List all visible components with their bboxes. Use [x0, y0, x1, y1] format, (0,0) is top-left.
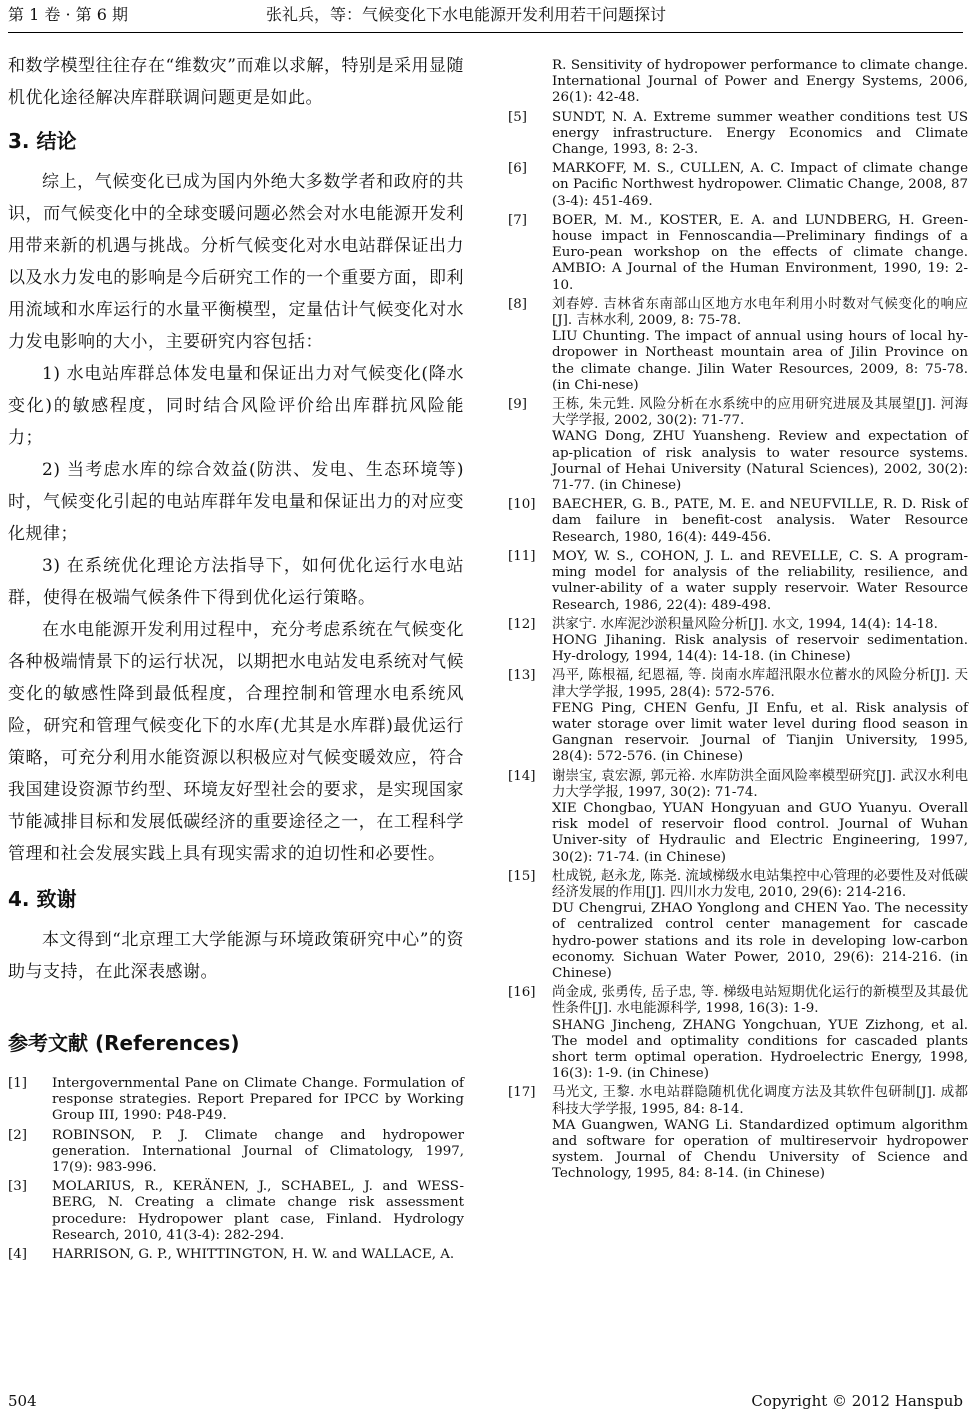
reference-text — [552, 769, 968, 866]
reference-item — [8, 1247, 464, 1263]
running-title: 张礼兵，等：气候变化下水电能源开发利用若干问题探讨 — [266, 5, 667, 24]
reference-list-right — [508, 110, 968, 1183]
reference-item — [508, 769, 968, 866]
reference-line: MOY, W. S., COHON, J. L. and REVELLE, C. S. A program-ming model for analysis of the reliability, resilience, and vulner-ability of a water supply reservoir. Water Resource Research, 1986, 22(4): 489-498. — [552, 548, 968, 613]
reference-number: [1] — [8, 1076, 27, 1091]
conclusion-paragraph-2: 在水电能源开发利用过程中，充分考虑系统在气候变化各种极端情景下的运行状况，以期把水电站发电系统对气候变化的敏感性降到最低程度，合理控制和管理水电系统风险，研究和管理气候变化下的水库(尤其是水库群)最优运行策略，可充分利用水能资源以积极应对气候变暖效应，符合我国建设资源节约型、环境友好型社会的要求，是实现国家节能减排目标和发展低碳经济的重要途径之一，在工程科学管理和社会发展实践上具有现实需求的迫切性和必要性。 — [8, 620, 464, 864]
reference-text — [552, 110, 968, 159]
reference-number: [2] — [8, 1127, 27, 1143]
reference-number: [5] — [508, 109, 527, 125]
reference-item — [508, 869, 968, 982]
reference-4-continued: R. Sensitivity of hydropower performance to climate change. International Journal of Power and Energy Systems, 2006, 26(1): 42-48. — [552, 58, 968, 106]
reference-text: HARRISON, G. P., WHITTINGTON, H. W. and WALLACE, A. — [52, 1247, 455, 1263]
reference-text — [552, 297, 968, 394]
reference-line: SUNDT, N. A. Extreme summer weather conditions test US energy infrastructure. Energy Economics and Climate Change, 1993, 8: 2-3. — [552, 109, 968, 158]
reference-text — [552, 497, 968, 546]
reference-line: SHANG Jincheng, ZHANG Yongchuan, YUE Zizhong, et al. The model and optimality conditions for cascaded plants short term optimal operation. Hydroelectric Energy, 1998, 16(3): 1-9. (in Chinese) — [552, 1017, 968, 1082]
copyright-notice: Copyright © 2012 Hanspub — [751, 1392, 963, 1410]
reference-number: [13] — [508, 668, 536, 684]
reference-line: 谢崇宝, 袁宏源, 郭元裕. 水库防洪全面风险率模型研究[J]. 武汉水利电力大学学报, 1997, 30(2): 71-74. — [552, 768, 968, 800]
reference-line: 王栋, 朱元甡. 风险分析在水系统中的应用研究进展及其展望[J]. 河海大学学报, 2002, 30(2): 71-77. — [552, 397, 968, 429]
reference-line: MA Guangwen, WANG Li. Standardized optimum algorithm and software for operation of multireservoir hydropower system. Journal of Chendu University of Science and Technology, 1995, 84: 8-14. (in Chinese) — [552, 1117, 968, 1182]
reference-number: [16] — [508, 985, 536, 1001]
acknowledgement-paragraph: 本文得到“北京理工大学能源与环境政策研究中心”的资助与支持，在此深表感谢。 — [8, 930, 464, 982]
reference-line: 冯平, 陈根福, 纪恩福, 等. 岗南水库超汛限水位蓄水的风险分析[J]. 天津大学学报, 1995, 28(4): 572-576. — [552, 668, 968, 700]
reference-item — [508, 297, 968, 394]
reference-line: BAECHER, G. B., PATE, M. E. and NEUFVILLE, R. D. Risk of dam failure in benefit-cost analysis. Water Resource Research, 1980, 16(4): 449-456. — [552, 497, 968, 545]
reference-line: 刘春婷. 吉林省东南部山区地方水电年利用小时数对气候变化的响应[J]. 吉林水利, 2009, 8: 75-78. — [552, 296, 968, 329]
reference-line: MARKOFF, M. S., CULLEN, A. C. Impact of climate change on Pacific Northwest hydropower. Climatic Change, 2008, 87 (3-4): 451-469. — [552, 161, 968, 209]
reference-number: [11] — [508, 548, 536, 564]
reference-item — [508, 985, 968, 1082]
reference-item — [8, 1076, 464, 1125]
intro-paragraph: 和数学模型往往存在“维数灾”而难以求解，特别是采用显随机优化途径解决库群联调问题更是如此。 — [8, 56, 464, 108]
reference-number: [8] — [508, 296, 527, 312]
reference-text — [552, 213, 968, 294]
reference-number: [7] — [508, 212, 527, 228]
section-3-title: 3. 结论 — [8, 129, 77, 153]
running-header — [8, 4, 963, 30]
reference-number: [3] — [8, 1179, 27, 1195]
reference-line: 马光文, 王黎. 水电站群隐随机优化调度方法及其软件包研制[J]. 成都科技大学学报, 1995, 84: 8-14. — [552, 1085, 968, 1117]
reference-item — [8, 1179, 464, 1244]
reference-text: Intergovernmental Pane on Climate Change. Formulation of response strategies. Report Prepared for IPCC by Working Group III, 1990: P48-P49. — [52, 1076, 464, 1124]
reference-item — [508, 1085, 968, 1182]
reference-item — [508, 213, 968, 294]
reference-item — [8, 1128, 464, 1177]
conclusion-item-2: 2) 当考虑水库的综合效益(防洪、发电、生态环境等)时，气候变化引起的电站库群年发电量和保证出力的对应变化规律； — [8, 460, 464, 544]
reference-text — [552, 668, 968, 765]
header-rule — [8, 32, 963, 33]
reference-number: [14] — [508, 768, 536, 784]
reference-item — [508, 497, 968, 546]
page-number: 504 — [8, 1392, 37, 1410]
reference-item — [508, 397, 968, 494]
reference-line: XIE Chongbao, YUAN Hongyuan and GUO Yuanyu. Overall risk model of reservoir flood control. Journal of Wuhan Univer-sity of Hydraulic and Electric Engineering, 1997, 30(2): 71-74. (in Chinese) — [552, 800, 968, 865]
reference-text — [552, 985, 968, 1082]
reference-line: 尚金成, 张勇传, 岳子忠, 等. 梯级电站短期优化运行的新模型及其最优性条件[J]. 水电能源科学, 1998, 16(3): 1-9. — [552, 985, 968, 1017]
references-title: 参考文献 (References) — [8, 1031, 240, 1055]
reference-number: [9] — [508, 397, 527, 413]
reference-item — [508, 617, 968, 666]
reference-text — [552, 617, 968, 666]
reference-line: FENG Ping, CHEN Genfu, JI Enfu, et al. Risk analysis of water storage over limit water level during flood season in Gangnan reservoir. Journal of Tianjin University, 1995, 28(4): 572-576. (in Chinese) — [552, 700, 968, 765]
reference-text — [552, 549, 968, 614]
reference-item — [508, 549, 968, 614]
reference-list-left — [8, 1076, 464, 1263]
conclusion-paragraph-1: 综上，气候变化已成为国内外绝大多数学者和政府的共识，而气候变化中的全球变暖问题必然会对水电能源开发利用带来新的机遇与挑战。分析气候变化对水电站群保证出力以及水力发电的影响是今后研究工作的一个重要方面，即利用流域和水库运行的水量平衡模型，定量估计气候变化对水力发电影响的大小，主要研究内容包括： — [8, 172, 464, 352]
reference-number: [10] — [508, 497, 536, 513]
reference-number: [12] — [508, 616, 536, 632]
reference-text — [552, 161, 968, 210]
reference-text — [552, 869, 968, 982]
reference-number: [17] — [508, 1085, 536, 1101]
right-column — [508, 58, 968, 1186]
reference-text: ROBINSON, P. J. Climate change and hydropower generation. International Journal of Climatology, 1997, 17(9): 983-996. — [52, 1127, 464, 1176]
left-column — [8, 50, 464, 1266]
section-4-title: 4. 致谢 — [8, 887, 77, 911]
reference-text — [552, 1085, 968, 1182]
reference-item — [508, 110, 968, 159]
reference-number: [6] — [508, 161, 527, 177]
reference-line: 洪家宁. 水库泥沙淤积量风险分析[J]. 水文, 1994, 14(4): 14-18. — [552, 616, 938, 632]
reference-line: BOER, M. M., KOSTER, E. A. and LUNDBERG, H. Green-house impact in Fennoscandia—Preliminary findings of a Euro-pean workshop on the effects of climate change. AMBIO: A Journal of the Human Environment, 1990, 19: 2-10. — [552, 212, 968, 293]
reference-line: DU Chengrui, ZHAO Yonglong and CHEN Yao. The necessity of centralized control center management for cascade hydro-power stations and its role in developing low-carbon economy. Sichuan Water Power, 2010, 29(6): 214-216. (in Chinese) — [552, 901, 968, 981]
reference-line: 杜成锐, 赵永龙, 陈尧. 流域梯级水电站集控中心管理的必要性及对低碳经济发展的作用[J]. 四川水力发电, 2010, 29(6): 214-216. — [552, 868, 968, 900]
reference-item — [508, 161, 968, 210]
reference-text: MOLARIUS, R., KERÄNEN, J., SCHABEL, J. and WESS-BERG, N. Creating a climate change risk assessment procedure: Hydropower plant case, Finland. Hydrology Research, 2010, 41(3-4): 282-294. — [52, 1179, 464, 1243]
conclusion-item-3: 3) 在系统优化理论方法指导下，如何优化运行水电站群，使得在极端气候条件下得到优化运行策略。 — [8, 556, 464, 608]
conclusion-item-1: 1) 水电站库群总体发电量和保证出力对气候变化(降水变化)的敏感程度，同时结合风险评价给出库群抗风险能力； — [8, 364, 464, 448]
reference-line: WANG Dong, ZHU Yuansheng. Review and expectation of ap-plication of risk analysis to water resource systems. Journal of Hehai University (Natural Sciences), 2002, 30(2): 71-77. (in Chinese) — [552, 429, 968, 494]
volume-issue: 第 1 卷 · 第 6 期 — [8, 5, 128, 24]
reference-line: LIU Chunting. The impact of annual using hours of local hy-dropower in Northeast mountain area of Jilin Province on the climate change. Jilin Water Resources, 2009, 8: 75-78. (in Chi-nese) — [552, 329, 968, 393]
reference-line: HONG Jihaning. Risk analysis of reservoir sedimentation. Hy-drology, 1994, 14(4): 14-18. (in Chinese) — [552, 632, 968, 665]
reference-number: [4] — [8, 1247, 27, 1263]
reference-text — [552, 397, 968, 494]
reference-item — [508, 668, 968, 765]
reference-number: [15] — [508, 868, 536, 884]
